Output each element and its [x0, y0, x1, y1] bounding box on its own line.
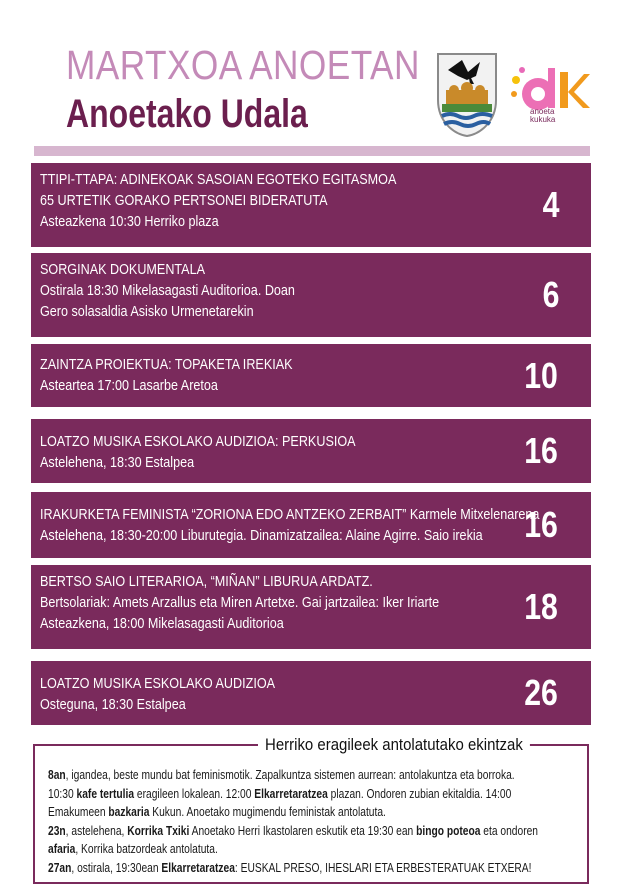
info-text: Kukun. Anoetako mugimendu feministak antolatuta. [149, 805, 386, 820]
event-row [31, 344, 591, 407]
info-text: Emakumeen [48, 805, 109, 820]
event-row [31, 565, 591, 649]
info-text: eragileen lokalean. 12:00 [134, 786, 255, 801]
event-day: 4 [542, 184, 560, 225]
event-text: ZAINTZA PROIEKTUA: TOPAKETA IREKIAK [40, 356, 293, 373]
event-text: Bertsolariak: Amets Arzallus eta Miren Artetxe. Gai jartzailea: Iker Iriarte [40, 594, 440, 611]
event-row [31, 661, 591, 725]
event-text: LOATZO MUSIKA ESKOLAKO AUDIZIOA [40, 675, 276, 692]
info-highlight: 23n [48, 823, 66, 838]
page-title: MARTXOA ANOETAN [66, 42, 420, 88]
event-text: Gero solasaldia Asisko Urmenetarekin [40, 303, 254, 320]
event-day: 6 [542, 274, 560, 315]
info-text: , Korrika batzordeak antolatuta. [75, 842, 218, 857]
event-day: 18 [524, 586, 558, 627]
event-text: Astelehena, 18:30 Estalpea [40, 454, 195, 471]
info-highlight: Elkarretaratzea [161, 860, 235, 875]
event-row [31, 253, 591, 337]
logo-text-2: kukuka [530, 115, 556, 124]
info-text: plazan. Ondoren zubian ekitaldia. 14:00 [327, 786, 512, 801]
event-text: Asteartea 17:00 Lasarbe Aretoa [40, 377, 218, 394]
event-text: Astelehena, 18:30-20:00 Liburutegia. Dinamizatzailea: Alaine Agirre. Saio irekia [40, 527, 483, 544]
info-text: , astelehena, [65, 823, 128, 838]
info-line [48, 785, 512, 804]
event-text: 65 URTETIK GORAKO PERTSONEI BIDERATUTA [40, 192, 328, 209]
event-text: Asteazkena, 18:00 Mikelasagasti Auditorioa [40, 615, 284, 632]
info-text: eta ondoren [480, 823, 539, 838]
event-text: Osteguna, 18:30 Estalpea [40, 696, 186, 713]
info-text: , ostirala, 19:30ean [71, 860, 162, 875]
event-row [31, 419, 591, 483]
event-text: Asteazkena 10:30 Herriko plaza [40, 213, 219, 230]
info-text: 10:30 [48, 786, 77, 801]
info-highlight: Elkarretaratzea [254, 786, 328, 801]
info-line [48, 840, 507, 859]
info-highlight: bingo poteoa [416, 823, 481, 838]
town-crest-icon [434, 50, 500, 138]
event-day: 16 [524, 504, 558, 545]
page-subtitle: Anoetako Udala [66, 92, 308, 136]
event-row [31, 492, 591, 558]
info-highlight: Korrika Txiki [127, 823, 190, 838]
event-text: BERTSO SAIO LITERARIOA, “MIÑAN” LIBURUA ARDATZ. [40, 573, 373, 590]
info-line [48, 822, 539, 841]
event-day: 16 [524, 430, 558, 471]
info-highlight: afaria [48, 842, 76, 857]
event-text: IRAKURKETA FEMINISTA “ZORIONA EDO ANTZEKO ZERBAIT” Karmele Mitxelenarena [40, 506, 540, 523]
info-line [48, 859, 532, 878]
info-highlight: bazkaria [108, 805, 150, 820]
event-day: 10 [524, 354, 558, 396]
info-text: : EUSKAL PRESO, IHESLARI ETA ERBESTERATUAK ETXERA! [234, 860, 532, 875]
info-highlight: 8an [48, 768, 66, 782]
event-text: LOATZO MUSIKA ESKOLAKO AUDIZIOA: PERKUSIOA [40, 433, 356, 450]
info-box-heading: Herriko eragileek antolatutako ekintzak [258, 735, 530, 755]
info-highlight: 27an [48, 860, 72, 875]
info-line [48, 803, 507, 822]
info-line [48, 766, 515, 785]
event-day: 26 [524, 672, 558, 713]
title-divider [34, 146, 590, 156]
info-highlight: kafe tertulia [76, 786, 135, 801]
event-row [31, 163, 591, 247]
event-text: SORGINAK DOKUMENTALA [40, 261, 205, 278]
info-box-body [48, 766, 608, 878]
logo-text-1: anoeta [530, 107, 555, 116]
dk-logo [508, 62, 592, 128]
info-text: Anoetako Herri Ikastolaren eskutik eta 19:30 ean [189, 823, 417, 838]
info-text: , igandea, beste mundu bat feminismotik. Zapalkuntza sistemen aurrean: antolakuntza eta borroka. [65, 768, 515, 782]
event-text: Ostirala 18:30 Mikelasagasti Auditorioa. Doan [40, 282, 295, 299]
event-text: TTIPI-TTAPA: ADINEKOAK SASOIAN EGOTEKO EGITASMOA [40, 171, 397, 188]
